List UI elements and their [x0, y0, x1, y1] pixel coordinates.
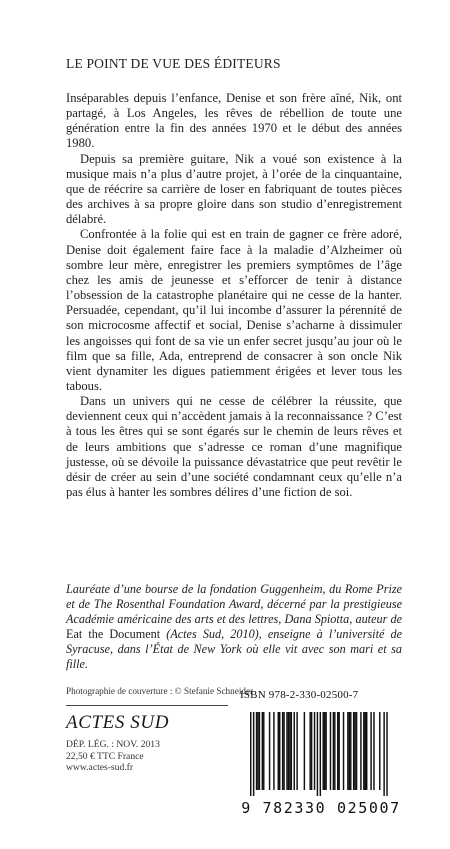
- barcode-bar: [323, 712, 324, 790]
- bio-part-1: Lauréate d’une bourse de la fondation Guggenheim, du Rome Prize et de: [66, 582, 402, 612]
- barcode-bar: [273, 712, 274, 790]
- summary-text: [66, 91, 402, 500]
- barcode-bar: [304, 712, 305, 790]
- barcode-bar: [278, 712, 279, 790]
- barcode-bar: [259, 712, 260, 790]
- barcode-bar: [289, 712, 290, 790]
- paragraph-1: Inséparables depuis l’enfance, Denise et son frère aîné, Nik, ont partagé, à Los Angeles, les rêves de rébellion de toute une génération entre la fin des années 1970 et le début des années 1980.: [66, 91, 402, 151]
- barcode-bar: [256, 712, 257, 790]
- photo-credit: Photographie de couverture : © Stefanie Schneider: [66, 686, 254, 696]
- barcode-bar: [334, 712, 335, 790]
- legal-deposit: DÉP. LÉG. : NOV. 2013: [66, 739, 160, 750]
- publisher-logo: ACTES SUD: [66, 712, 170, 733]
- barcode-bar: [317, 712, 318, 796]
- barcode-digits: 9 782330 025007: [241, 799, 401, 817]
- barcode-bar: [263, 712, 264, 790]
- barcode-bar: [283, 712, 284, 790]
- divider-rule: [66, 705, 228, 706]
- barcode-bar: [337, 712, 338, 790]
- barcode-bar: [253, 712, 254, 796]
- barcode-bar: [311, 712, 312, 790]
- barcode-bar: [356, 712, 357, 790]
- barcode-bar: [343, 712, 344, 790]
- barcode-bar: [379, 712, 380, 790]
- barcode-bar: [309, 712, 310, 790]
- barcode-bar: [279, 712, 280, 790]
- bio-part-3: , décerné par la prestigieuse Académie américaine des arts et des lettres, Dana Spiotta, auteur de: [66, 597, 402, 627]
- barcode-bar: [257, 712, 258, 790]
- barcode-bar: [386, 712, 387, 796]
- barcode-bar: [360, 712, 361, 790]
- section-heading: LE POINT DE VUE DES ÉDITEURS: [66, 56, 281, 71]
- barcode-bar: [262, 712, 263, 790]
- barcode: [240, 712, 402, 822]
- barcode-bar: [291, 712, 292, 790]
- barcode-bar: [354, 712, 355, 790]
- paragraph-3: Confrontée à la folie qui est en train de gagner ce frère adoré, Denise doit également faire face à la maladie d’Alzheimer où sombre leur mère, enregistrer les premiers symptômes de l’âge chez les amis de jeunesse et s’efforcer de tenir à distance l’obsession de la catastrophe planétaire qui ne cesse de la hanter. Persuadée, cependant, qu’il lui incombe d’assurer la pérennité de son microcosme affectif et social, Denise s’acharne à dissimuler les angoisses qui font de sa vie un enfer secret jusqu’au jour où le film que sa fille, Ada, entreprend de consacrer à son oncle Nik vient dynamiter les digues patiemment érigées et lever tous les tabous.: [66, 227, 402, 393]
- barcode-bar: [338, 712, 339, 790]
- barcode-bar: [373, 712, 374, 790]
- barcode-bar: [269, 712, 270, 790]
- paragraph-2: Depuis sa première guitare, Nik a voué son existence à la musique mais n’a plus d’autre projet, à l’orée de la cinquantaine, que de réécrire sa carrière de loser en fabriquant de toutes pièces des archives à sa propre gloire dans son studio d’enregistrement délabré.: [66, 151, 402, 227]
- barcode-bar: [365, 712, 366, 790]
- barcode-bar: [314, 712, 315, 790]
- legal-info: [66, 739, 160, 774]
- barcode-bar: [325, 712, 326, 790]
- barcode-bar: [296, 712, 297, 790]
- barcode-bars: [250, 712, 392, 796]
- barcode-bar: [288, 712, 289, 790]
- bio-part-5: (Actes Sud, 2010), enseigne à l’université de Syracuse, dans l’État de New York où elle vit avec son mari et sa fille.: [66, 627, 402, 672]
- barcode-bar: [349, 712, 350, 790]
- bio-award: The Rosenthal Foundation Award: [93, 597, 261, 612]
- barcode-bar: [350, 712, 351, 790]
- barcode-bar: [353, 712, 354, 790]
- paragraph-4: Dans un univers qui ne cesse de célébrer la réussite, que deviennent ceux qui n’accèdent jamais à la reconnaissance ? C’est à tous les êtres qui se sont égarés sur le chemin de leurs rêves et de leurs ambitions que s’adresse ce roman d’une magnifique justesse, où se dévoile la puissance dévastatrice que peut revêtir le désir de créer au sein d’une société condamnant ceux qu’elle n’a pas élus à hanter les sombres délires d’une fiction de soi.: [66, 394, 402, 500]
- barcode-bar: [333, 712, 334, 790]
- website: www.actes-sud.fr: [66, 762, 134, 774]
- price: 22,50 € TTC France: [66, 750, 144, 762]
- barcode-bar: [286, 712, 287, 790]
- barcode-bar: [282, 712, 283, 790]
- barcode-bar: [250, 712, 251, 796]
- barcode-bar: [320, 712, 321, 796]
- isbn: ISBN 978-2-330-02500-7: [240, 689, 359, 701]
- barcode-bar: [294, 712, 295, 790]
- barcode-bar: [363, 712, 364, 790]
- barcode-bar: [330, 712, 331, 790]
- bio-book-title: Eat the Document: [66, 627, 161, 642]
- barcode-bar: [347, 712, 348, 790]
- author-bio: [66, 582, 402, 673]
- barcode-bar: [370, 712, 371, 790]
- barcode-bar: [383, 712, 384, 796]
- barcode-bar: [366, 712, 367, 790]
- barcode-bar: [324, 712, 325, 790]
